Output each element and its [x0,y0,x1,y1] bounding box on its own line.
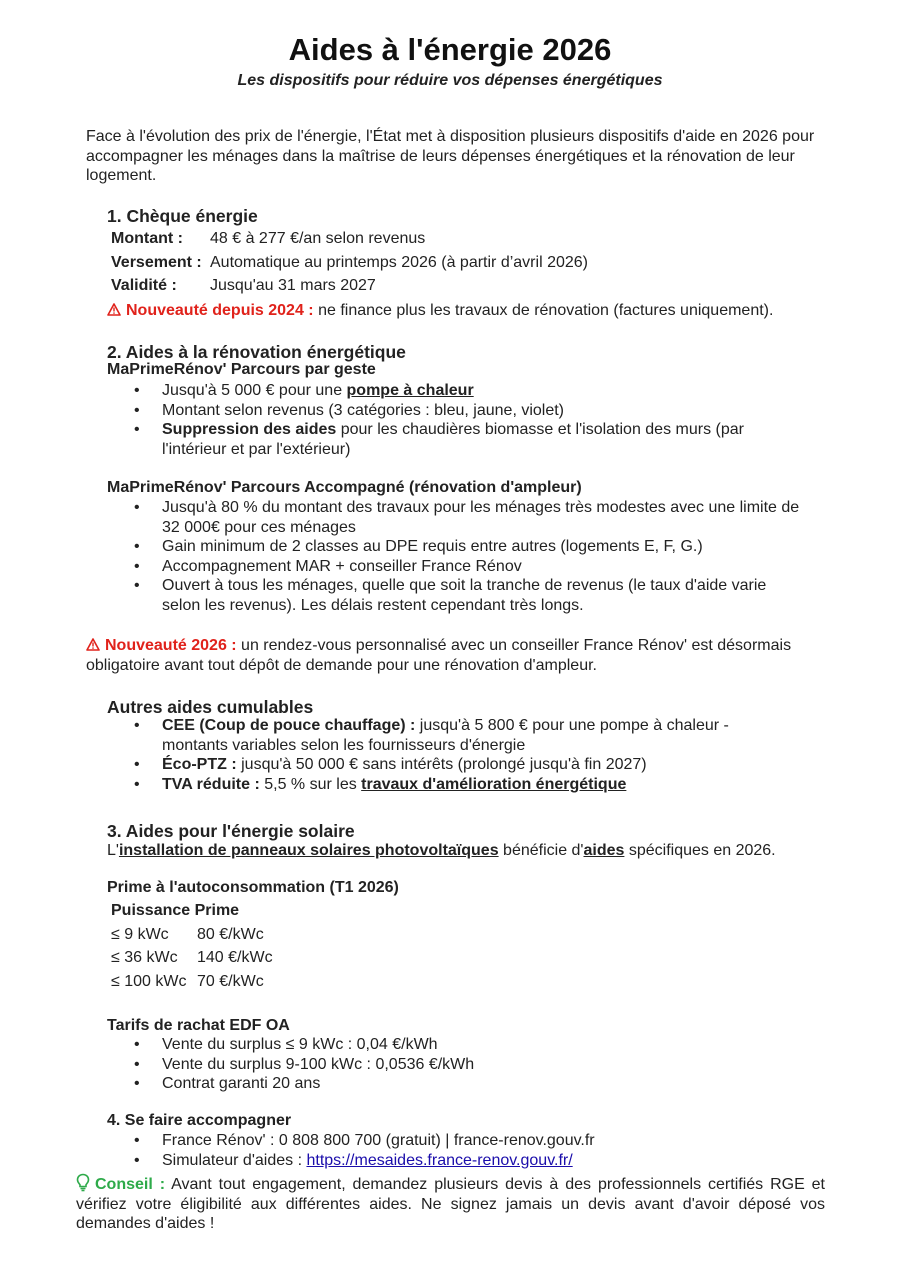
section-heading-renovation: 2. Aides à la rénovation énergétique [107,342,406,362]
warning-triangle-icon [107,303,121,316]
accompagne-list [107,498,807,615]
list-item: • Vente du surplus ≤ 9 kWc : 0,04 €/kWh [107,1035,767,1055]
table-cell: ≤ 100 kWc [111,973,187,990]
lightbulb-icon [76,1173,90,1192]
notice-text: un rendez-vous personnalisé avec un conseiller France Rénov' est désormais obligatoire avant tout dépôt de demande pour une rénovation d'ampleur. [86,637,792,674]
prime-title: Prime à l'autoconsommation (T1 2026) [107,879,399,896]
conseil-label: Conseil : [95,1176,166,1193]
cheque-row-value: 48 € à 277 €/an selon revenus [210,230,426,247]
section-heading-autres: Autres aides cumulables [107,697,314,717]
list-item: • Vente du surplus 9-100 kWc : 0,0536 €/kWh [107,1055,767,1075]
table-header-cell: Prime [194,902,240,919]
table-cell: ≤ 9 kWc [111,926,169,943]
list-item [107,716,767,755]
list-item: • Contrat garanti 20 ans [107,1074,767,1094]
geste-list [107,381,807,459]
list-item: • Ouvert à tous les ménages, quelle que soit la tranche de revenus (le taux d'aide varie selon les revenus). Les délais restent cependant très longs. [107,576,807,615]
list-item-text: jusqu'à 50 000 € sans intérêts (prolongé jusqu'à fin 2027) [236,756,647,773]
list-item-text: pour les chaudières biomasse et l'isolation des murs (par l'intérieur et par l'extérieur) [162,421,744,458]
subsection-title-accompagne: MaPrimeRénov' Parcours Accompagné (rénovation d'ampleur) [107,479,582,496]
section-heading-solaire: 3. Aides pour l'énergie solaire [107,821,355,841]
list-item: • Gain minimum de 2 classes au DPE requis entre autres (logements E, F, G.) [107,537,807,557]
section-heading-accompagner: 4. Se faire accompagner [107,1112,292,1129]
pompe-a-chaleur-link[interactable]: pompe à chaleur [346,382,474,399]
table-row [111,926,264,944]
list-item [107,420,807,459]
text: bénéficie d' [498,842,584,859]
conseil-text: Avant tout engagement, demandez plusieurs devis à des professionnels certifiés RGE et vérifiez votre éligibilité aux différentes aides. Ne signez jamais un devis avant d'avoir déposé vos demandes d'aides ! [76,1176,826,1232]
warning-triangle-icon [86,638,100,651]
list-item-text: 5,5 % sur les [259,775,362,793]
panneaux-solaires-link[interactable]: installation de panneaux solaires photovoltaïques [118,842,499,859]
notice-label: Nouveauté depuis 2024 : [126,302,314,319]
notice-label: Nouveauté 2026 : [105,637,237,654]
cheque-row-label: Montant : [111,230,183,247]
list-item-text: Simulateur d'aides : [162,1151,307,1169]
tarifs-list [107,1035,767,1094]
list-item [107,775,767,795]
table-cell: 70 €/kWc [197,973,264,990]
autres-list [107,716,767,794]
text: spécifiques en 2026. [624,842,776,859]
list-item-bold: TVA réduite : [162,775,260,793]
tarifs-title: Tarifs de rachat EDF OA [107,1017,290,1034]
text: L' [107,842,119,859]
cheque-row-value: Automatique au printemps 2026 (à partir d’avril 2026) [210,254,588,271]
list-item: • France Rénov' : 0 808 800 700 (gratuit) | france-renov.gouv.fr [107,1131,767,1151]
subsection-title-geste: MaPrimeRénov' Parcours par geste [107,361,376,378]
cheque-row-value: Jusqu'au 31 mars 2027 [210,277,376,294]
table-header-cell: Puissance [111,902,191,919]
cheque-row [111,230,425,248]
accompagner-list [107,1131,767,1170]
list-item: • Accompagnement MAR + conseiller France Rénov [107,557,807,577]
travaux-amelioration-link[interactable]: travaux d'amélioration énergétique [361,775,627,793]
list-item: • Jusqu'à 80 % du montant des travaux pour les ménages très modestes avec une limite de 32 000€ pour ces ménages [107,498,807,537]
renovation-notice [86,636,821,675]
list-item [107,381,807,401]
list-item-text: Jusqu'à 5 000 € pour une [162,382,347,399]
table-cell: 140 €/kWc [197,949,273,966]
notice-text: ne finance plus les travaux de rénovation (factures uniquement). [313,302,774,319]
cheque-notice [107,302,773,320]
list-item-bold: Suppression des aides [162,421,337,438]
simulateur-link[interactable]: https://mesaides.france-renov.gouv.fr/ [306,1151,573,1169]
list-item-bold: Éco-PTZ : [162,756,237,773]
cheque-row-label: Validité : [111,277,177,294]
cheque-row-label: Versement : [111,254,202,271]
table-row [111,949,273,967]
intro-paragraph: Face à l'évolution des prix de l'énergie, l'État met à disposition plusieurs dispositifs d'aide en 2026 pour accompagner les ménages dans la maîtrise de leurs dépenses énergétiques et la rénovation de leur logement. [86,128,815,184]
cheque-row [111,254,588,272]
conseil-tip [76,1173,825,1234]
prime-table-header [111,902,239,920]
aides-link[interactable]: aides [583,842,625,859]
list-item: • Montant selon revenus (3 catégories : bleu, jaune, violet) [107,401,807,421]
section-heading-cheque: 1. Chèque énergie [107,206,258,226]
table-row [111,973,264,991]
list-item [107,755,767,775]
page-subtitle: Les dispositifs pour réduire vos dépenses énergétiques [237,72,663,89]
list-item-bold: CEE (Coup de pouce chauffage) : [162,717,416,734]
list-item-text: jusqu'à 5 800 € pour une pompe à chaleur - montants variables selon les fournisseurs d'énergie [162,717,729,754]
table-cell: ≤ 36 kWc [111,949,178,966]
page-title: Aides à l'énergie 2026 [288,32,612,67]
list-item [107,1151,767,1171]
cheque-row [111,277,376,295]
table-cell: 80 €/kWc [197,926,264,943]
solaire-intro [107,841,827,861]
